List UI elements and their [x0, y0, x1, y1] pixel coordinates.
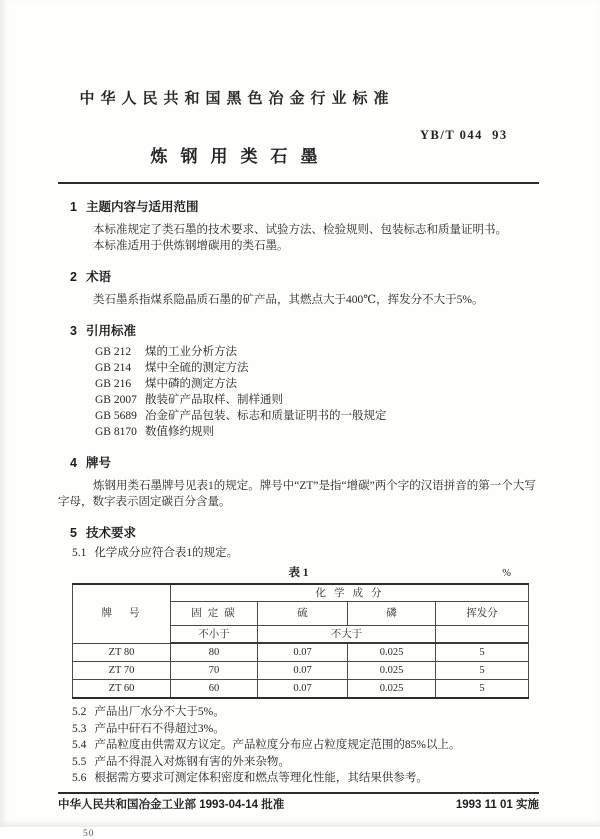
table1-caption-row — [58, 566, 539, 581]
clause-text: 产品粒度由供需双方议定。产品粒度分布应占粒度规定范围的85%以上。 — [94, 739, 461, 752]
fixed-carbon-cell: 70 — [171, 662, 258, 680]
clause-text: 产品中矸石不得超过3%。 — [94, 722, 225, 735]
volatile-header: 挥发分 — [436, 602, 529, 626]
clause-number: 5.2 — [72, 706, 87, 718]
fixed-carbon-header: 固定碳 — [171, 602, 258, 626]
reference-code: GB 5689 — [95, 410, 137, 422]
clause-text: 产品出厂水分不大于5%。 — [94, 706, 225, 718]
empty-limit-cell — [436, 626, 529, 644]
sulfur-cell: 0.07 — [258, 680, 348, 699]
section-2-heading — [70, 269, 539, 285]
clause-number: 5.1 — [72, 547, 87, 559]
grade-cell: ZT 80 — [73, 643, 171, 662]
section-number: 3 — [70, 324, 77, 338]
reference-code: GB 212 — [95, 346, 132, 358]
grade-cell: ZT 60 — [73, 680, 171, 699]
sulfur-header: 硫 — [258, 602, 348, 626]
clause-5-5 — [72, 754, 539, 771]
reference-title: 煤中磷的测定方法 — [145, 378, 237, 390]
table-row-zt70 — [73, 662, 529, 680]
volatile-cell: 5 — [436, 662, 529, 680]
fixed-carbon-cell: 80 — [171, 643, 258, 662]
footer-rule — [58, 792, 539, 794]
clause-5-3 — [72, 721, 539, 738]
reference-item — [95, 376, 539, 392]
phosphorus-cell: 0.025 — [348, 643, 436, 662]
reference-code: GB 216 — [95, 378, 132, 390]
table-row-zt80 — [73, 643, 529, 662]
phosphorus-header: 磷 — [348, 602, 436, 626]
reference-title: 数值修约规则 — [145, 426, 214, 438]
section-1 — [58, 199, 539, 254]
section-4 — [58, 455, 539, 510]
table1-unit-label: % — [502, 568, 511, 579]
section-number: 4 — [70, 456, 77, 470]
grade-cell: ZT 70 — [73, 662, 171, 680]
clause-text: 根据需方要求可测定体积密度和燃点等理化性能，其结果供参考。 — [94, 772, 428, 785]
section-number: 5 — [70, 526, 77, 540]
reference-title: 煤中全硫的测定方法 — [145, 362, 249, 374]
min-limit-cell: 不小于 — [171, 626, 258, 644]
reference-title: 冶金矿产品包装、标志和质量证明书的一般规定 — [145, 410, 387, 422]
section-number: 1 — [70, 200, 77, 214]
reference-item — [95, 360, 539, 376]
reference-code: GB 8170 — [95, 426, 137, 438]
phosphorus-cell: 0.025 — [348, 662, 436, 680]
section-title: 主题内容与适用范围 — [85, 200, 199, 214]
table1-caption: 表 1 — [288, 567, 309, 579]
section-title: 术语 — [85, 270, 111, 284]
sulfur-cell: 0.07 — [258, 643, 348, 662]
reference-title: 煤的工业分析方法 — [145, 346, 237, 358]
document-header — [58, 90, 539, 168]
volatile-cell: 5 — [436, 680, 529, 699]
implementation-text: 1993 11 01 实施 — [455, 798, 539, 811]
reference-code: GB 2007 — [95, 394, 137, 406]
clause-text: 化学成分应符合表1的规定。 — [94, 547, 239, 559]
section-4-paragraph-1: 炼钢用类石墨牌号见表1的规定。牌号中“ZT”是指“增碳”两个字的汉语拼音的第一个大写字母，数字表示固定碳百分含量。 — [58, 480, 536, 508]
reference-item — [95, 392, 539, 408]
section-title: 牌号 — [85, 456, 111, 470]
chemical-composition-header: 化学成分 — [171, 584, 529, 602]
fixed-carbon-cell: 60 — [171, 680, 258, 699]
sulfur-cell: 0.07 — [258, 662, 348, 680]
clause-5-4 — [72, 737, 539, 754]
max-limit-cell: 不大于 — [258, 626, 436, 644]
clause-5-2 — [72, 704, 539, 721]
approval-text: 中华人民共和国冶金工业部 1993-04-14 批准 — [58, 798, 285, 811]
section-1-paragraph-1: 本标准规定了类石墨的技术要求、试验方法、检验规则、包装标志和质量证明书。 — [93, 224, 507, 236]
standard-class-label: 中华人民共和国黑色冶金行业标准 — [79, 90, 395, 107]
clause-number: 5.5 — [72, 755, 87, 768]
clause-5-6 — [72, 770, 539, 787]
section-2 — [58, 269, 539, 308]
reference-item — [95, 424, 539, 440]
grade-column-header: 牌号 — [73, 584, 171, 643]
section-number: 2 — [70, 270, 77, 284]
table1-group-header-row — [73, 584, 529, 602]
section-2-paragraph-1: 类石墨系指煤系隐晶质石墨的矿产品，其燃点大于400℃，挥发分不大于5%。 — [93, 294, 484, 306]
section-5-heading — [70, 525, 539, 541]
table-row-zt60 — [73, 680, 529, 699]
clauses-after-table — [58, 704, 539, 787]
document-footer — [58, 798, 539, 813]
section-title: 技术要求 — [85, 526, 136, 540]
reference-title: 散装矿产品取样、制样通则 — [145, 394, 283, 406]
section-1-paragraph-2: 本标准适用于供炼钢增碳用的类石墨。 — [93, 240, 289, 252]
section-3-heading — [70, 323, 539, 339]
section-4-heading — [70, 455, 539, 471]
header-rule — [58, 182, 539, 184]
clause-text: 产品不得混入对炼钢有害的外来杂物。 — [94, 755, 290, 768]
clause-number: 5.3 — [72, 722, 87, 735]
reference-item — [95, 408, 539, 424]
references-list — [95, 344, 539, 440]
document-title: 炼钢用类石墨 — [150, 147, 331, 166]
section-3 — [58, 323, 539, 440]
phosphorus-cell: 0.025 — [348, 680, 436, 699]
table1 — [72, 583, 529, 699]
section-5 — [58, 525, 539, 787]
page-number: 50 — [83, 828, 95, 839]
section-1-heading — [70, 199, 539, 215]
reference-code: GB 214 — [95, 362, 132, 374]
standard-number: YB/T 044 93 — [420, 128, 508, 142]
section-title: 引用标准 — [85, 324, 136, 338]
clause-number: 5.6 — [72, 772, 87, 785]
clause-5-1 — [72, 545, 539, 561]
clause-number: 5.4 — [72, 739, 87, 752]
volatile-cell: 5 — [436, 643, 529, 662]
reference-item — [95, 344, 539, 360]
